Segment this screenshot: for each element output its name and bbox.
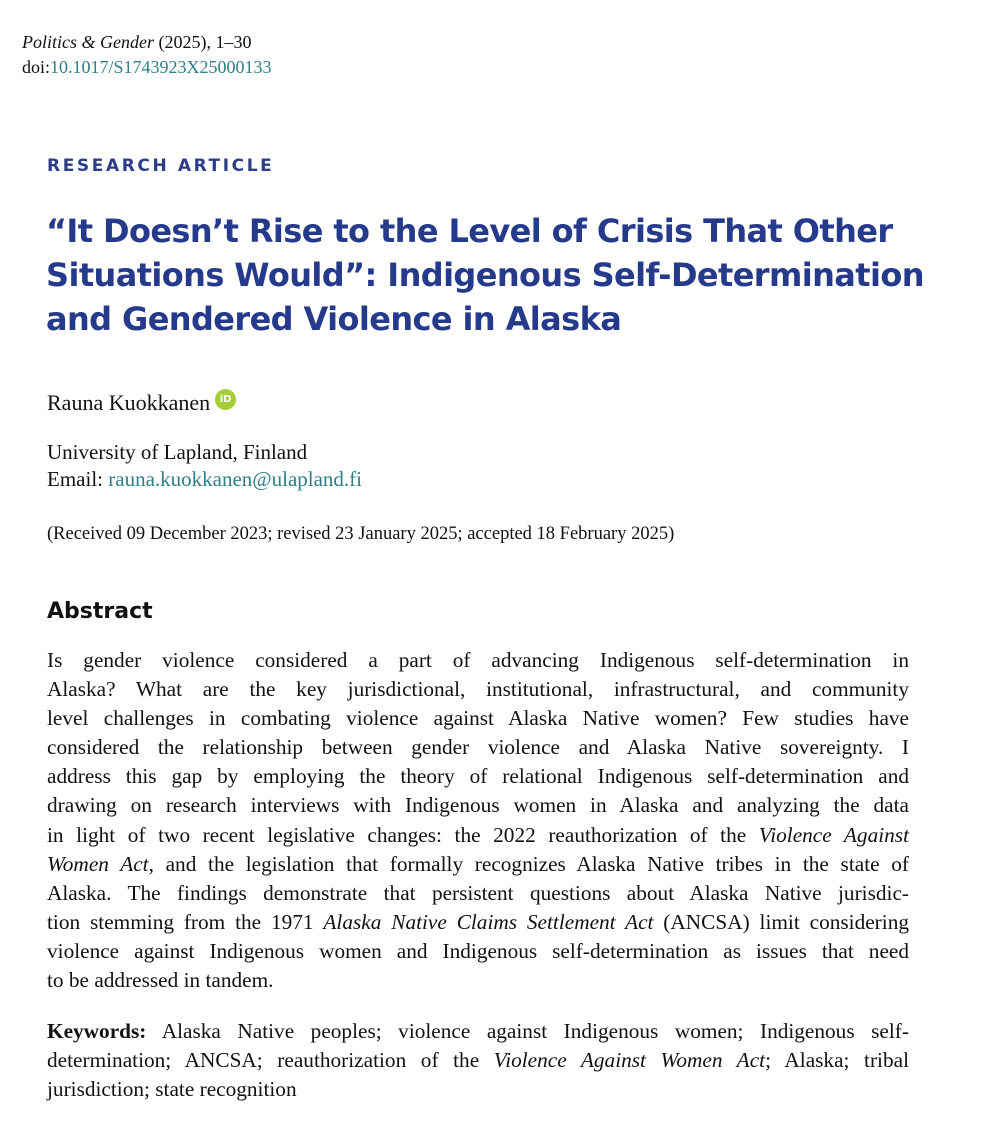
author-affiliation: University of Lapland, Finland [47, 440, 308, 464]
act-title: Alaska Native Claims Settlement Act [323, 909, 654, 934]
keywords-label: Keywords: [47, 1019, 147, 1043]
article-title [46, 209, 966, 341]
abstract-line: Alaska. The findings demonstrate that persistent questions about Alaska Native jurisdic- [47, 880, 909, 905]
abstract-text: (ANCSA) limit considering [653, 909, 909, 934]
abstract-line [47, 821, 909, 850]
keywords-block [47, 1017, 909, 1104]
email-label: Email: [47, 467, 109, 491]
abstract-line [47, 908, 909, 937]
act-title: Women Act [47, 851, 149, 876]
abstract-line: level challenges in combating violence against Alaska Native women? Few studies have [47, 706, 909, 731]
abstract-line: considered the relationship between gender violence and Alaska Native sovereignty. I [47, 735, 909, 760]
keywords-line: jurisdiction; state recognition [47, 1077, 297, 1101]
keywords-text: Alaska Native peoples; violence against Indigenous women; Indigenous self- [146, 1019, 909, 1043]
publication-history: (Received 09 December 2023; revised 23 January 2025; accepted 18 February 2025) [47, 524, 675, 544]
journal-doi [22, 56, 272, 78]
abstract-text: in light of two recent legislative changes: the 2022 reauthorization of the [47, 822, 759, 847]
abstract-line: violence against Indigenous women and Indigenous self-determination as issues that need [47, 938, 909, 963]
author-row [47, 388, 236, 418]
abstract-text: , and the legislation that formally recognizes Alaska Native tribes in the state of [148, 851, 909, 876]
abstract-line: Is gender violence considered a part of advancing Indigenous self-determination in [47, 648, 909, 672]
email-link[interactable]: rauna.kuokkanen@ulapland.fi [108, 467, 363, 491]
abstract-line: drawing on research interviews with Indigenous women in Alaska and analyzing the data [47, 793, 909, 818]
abstract-line: to be addressed in tandem. [47, 968, 274, 993]
keywords-line [47, 1046, 909, 1075]
keywords-line [47, 1017, 909, 1046]
author-name[interactable]: Rauna Kuokkanen [47, 390, 211, 415]
keywords-text: ; Alaska; tribal [765, 1048, 909, 1072]
abstract-line [47, 850, 909, 879]
keywords-text: determination; ANCSA; reauthorization of the [47, 1048, 494, 1072]
doi-link[interactable]: 10.1017/S1743923X25000133 [50, 57, 272, 77]
author-email-row [47, 466, 362, 493]
journal-citation [22, 31, 251, 53]
doi-prefix: doi: [22, 57, 51, 77]
title-line: and Gendered Violence in Alaska [46, 300, 622, 338]
abstract-line: Alaska? What are the key jurisdictional, institutional, infrastructural, and community [47, 677, 909, 702]
abstract-body [47, 646, 909, 995]
title-line: “It Doesn’t Rise to the Level of Crisis That Other [46, 212, 893, 250]
orcid-icon[interactable]: iD [215, 389, 236, 410]
abstract-text: tion stemming from the 1971 [47, 909, 324, 934]
abstract-heading: Abstract [47, 599, 153, 624]
abstract-line: address this gap by employing the theory of relational Indigenous self-determination and [47, 764, 909, 789]
title-line: Situations Would”: Indigenous Self-Determination [46, 256, 924, 294]
journal-year-pages: (2025), 1–30 [153, 32, 252, 52]
article-type-label: RESEARCH ARTICLE [47, 156, 275, 176]
act-title: Violence Against Women Act [493, 1048, 766, 1072]
journal-name: Politics & Gender [22, 32, 154, 52]
act-title: Violence Against [758, 822, 910, 847]
